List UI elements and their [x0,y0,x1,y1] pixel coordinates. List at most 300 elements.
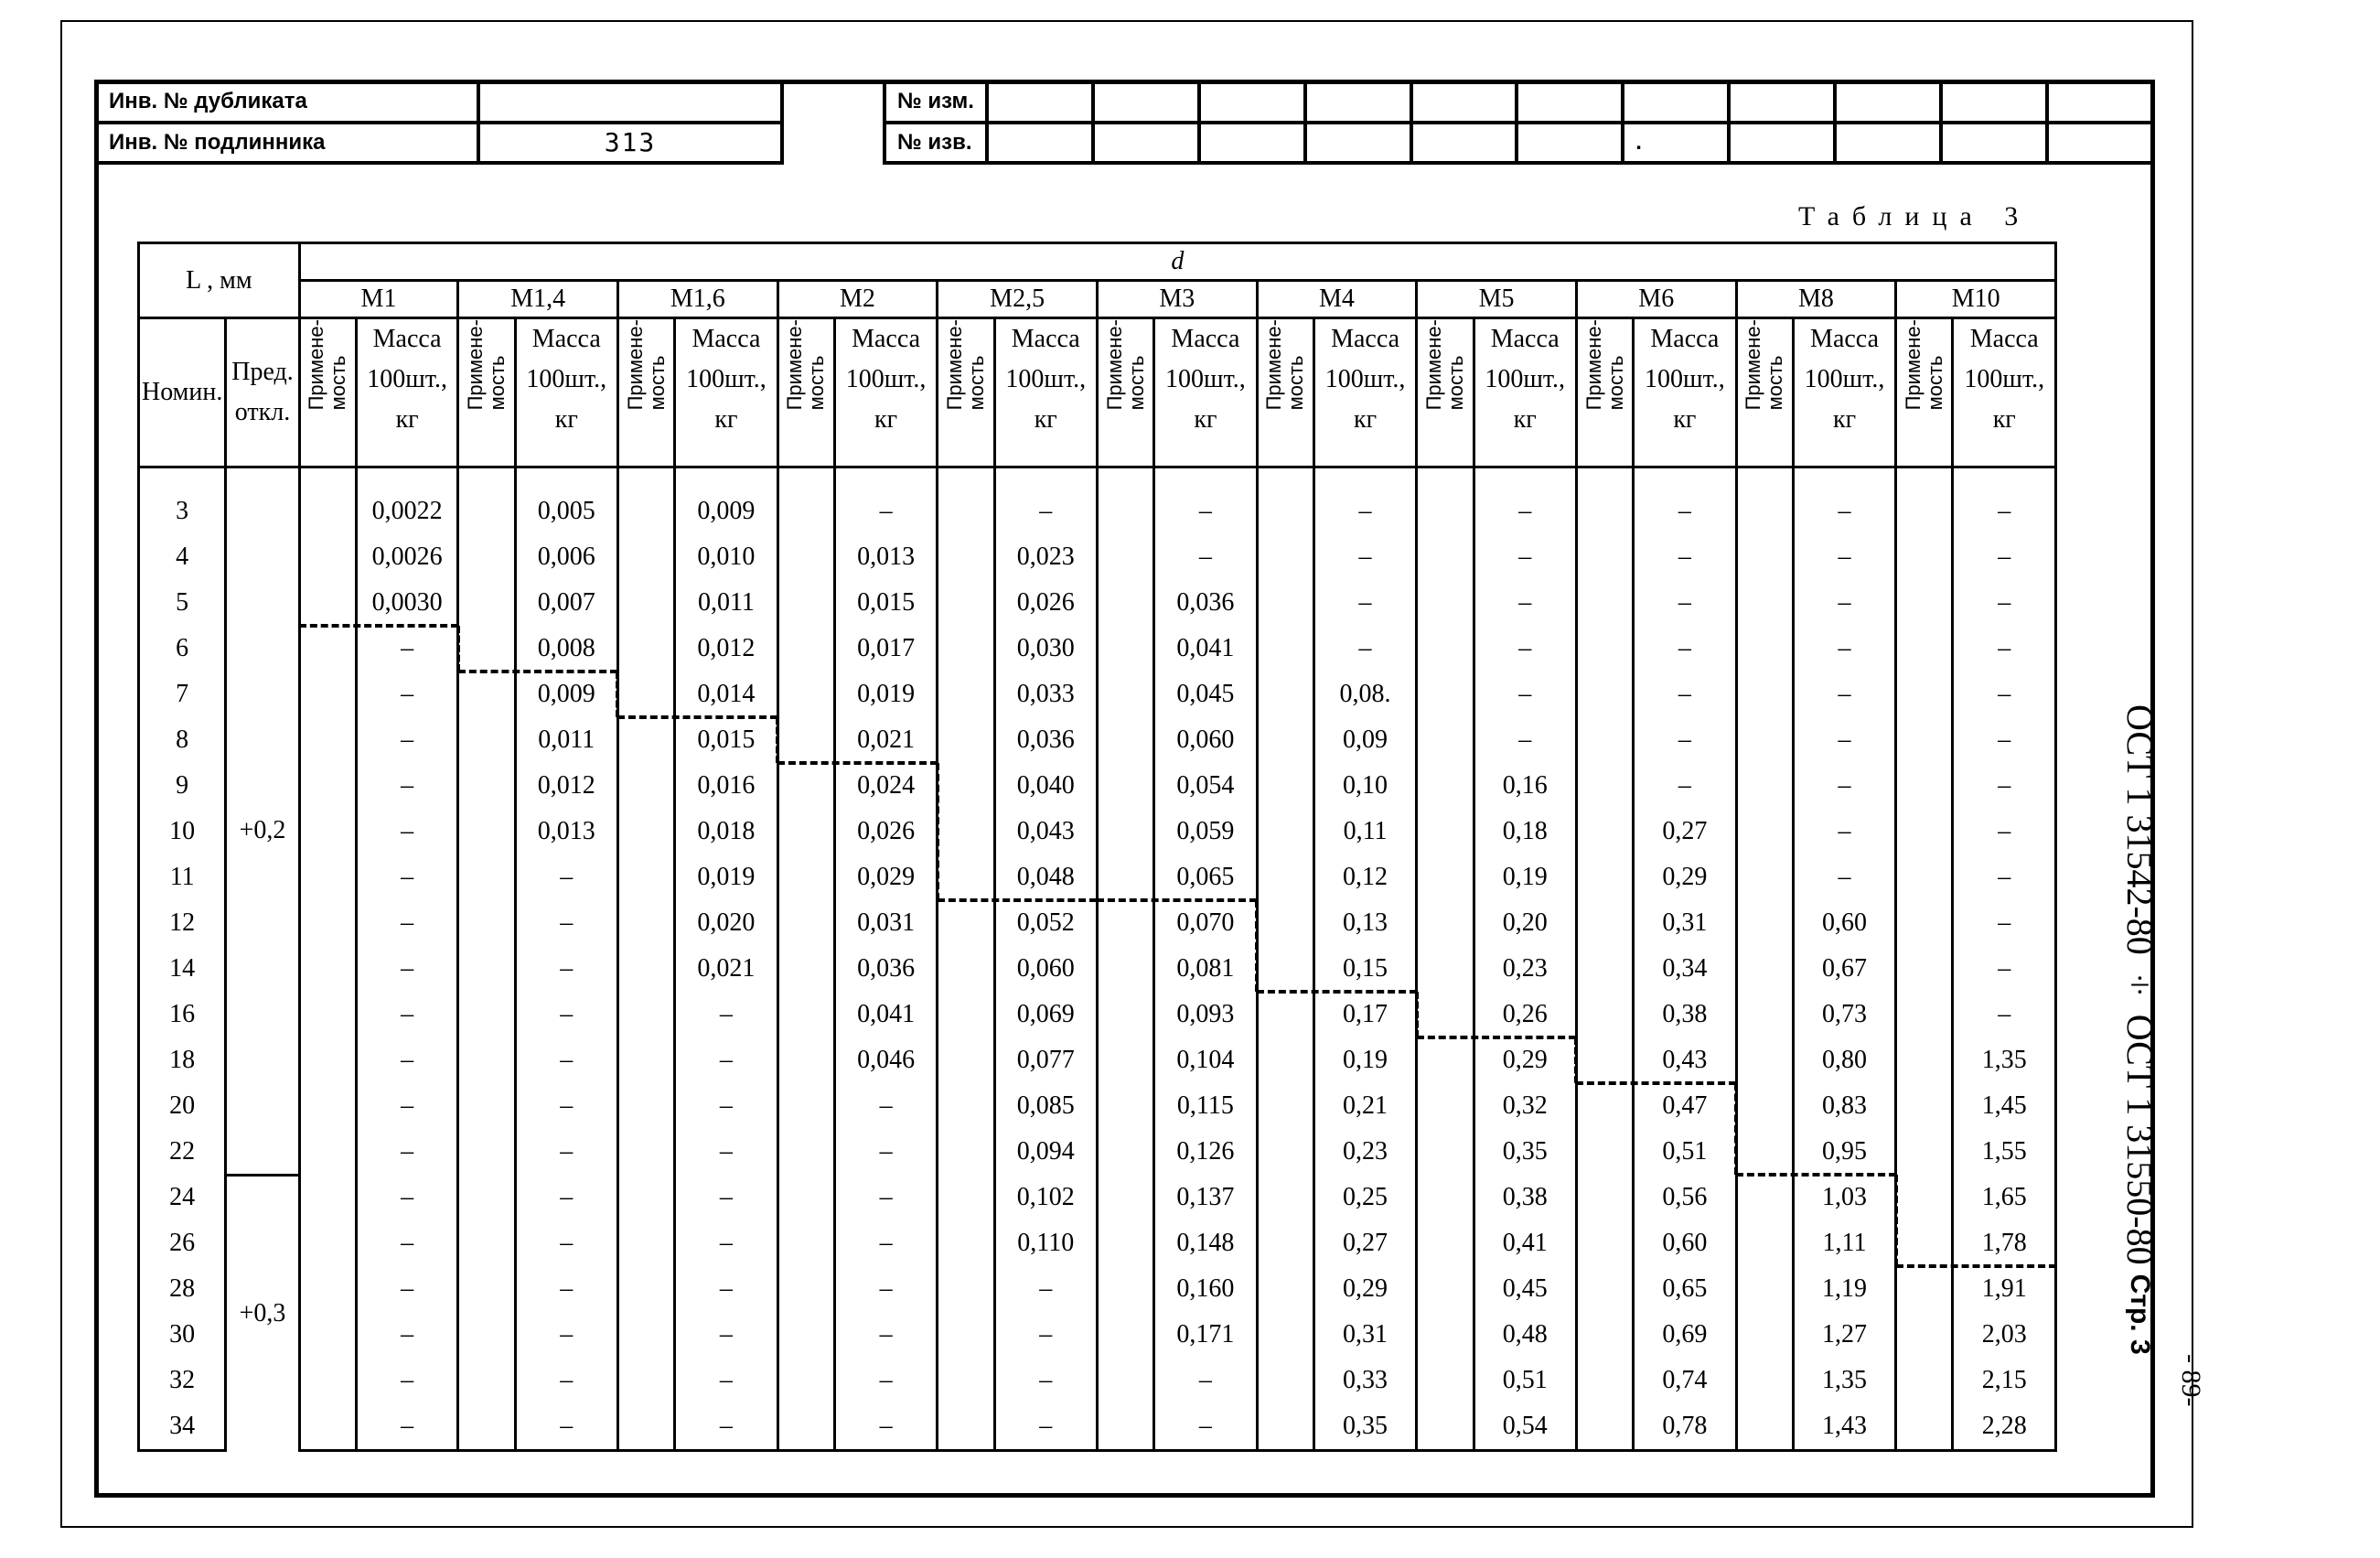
mass-value: – [675,1312,777,1358]
applicability-boundary [776,717,779,763]
table-row [139,992,2056,1037]
nominal-length: 26 [139,1220,226,1266]
applicability-cell [458,1037,515,1083]
mass-value: 1,35 [1793,1358,1895,1403]
applicability-header [1257,318,1313,467]
mass-value: 0,29 [1634,854,1736,900]
applicability-boundary [617,715,777,719]
applicability-label: Примене- мость [463,319,509,411]
mass-value: – [1793,672,1895,717]
mass-value: 0,69 [1634,1312,1736,1358]
mass-value: – [834,1358,937,1403]
mass-value: – [1634,672,1736,717]
revision-cell [1411,81,1517,123]
mass-value: 0,059 [1154,809,1257,854]
standard-designation [2118,704,2161,1355]
applicability-cell [458,1129,515,1175]
mass-value: – [515,854,617,900]
applicability-cell [458,809,515,854]
size-header: M2 [777,281,938,318]
mass-value: – [1634,626,1736,672]
mass-value: – [356,946,457,992]
applicability-cell [1896,992,1953,1037]
applicability-cell [1736,946,1793,992]
applicability-cell [617,763,674,809]
applicability-cell [299,946,356,992]
mass-value: – [1953,763,2056,809]
applicability-cell [617,1175,674,1220]
mass-value: 0,67 [1793,946,1895,992]
applicability-boundary [299,624,458,628]
applicability-cell [1417,1266,1474,1312]
applicability-cell [1736,467,1793,535]
mass-value: 0,33 [1313,1358,1416,1403]
applicability-cell [299,809,356,854]
size-header: M6 [1576,281,1736,318]
mass-value: 0,019 [834,672,937,717]
mass-value: 0,060 [1154,717,1257,763]
applicability-cell [1417,1175,1474,1220]
mass-value: 0,085 [994,1083,1097,1129]
mass-value: 0,0022 [356,467,457,535]
table-row [139,1220,2056,1266]
mass-value: 1,35 [1953,1037,2056,1083]
revision-cell [1941,81,2047,123]
table-row [139,1175,2056,1220]
mass-value: – [1313,534,1416,580]
revision-cell [1729,123,1835,164]
standard-number: ОСТ 1 31542-80 ÷ ОСТ 1 31550-80 [2119,704,2160,1265]
revision-cell [2047,81,2153,123]
mass-value: 0,0030 [356,580,457,626]
mass-value: 0,070 [1154,900,1257,946]
mass-value: 2,28 [1953,1403,2056,1451]
applicability-cell [1736,992,1793,1037]
mass-value: 0,51 [1634,1129,1736,1175]
applicability-cell [299,717,356,763]
mass-value: 1,91 [1953,1266,2056,1312]
mass-value: 0,104 [1154,1037,1257,1083]
mass-value: – [1793,854,1895,900]
mass-value: 1,55 [1953,1129,2056,1175]
applicability-label: Примене- мость [783,319,829,411]
size-header: M4 [1257,281,1417,318]
mass-value: 0,0026 [356,534,457,580]
nominal-length: 12 [139,900,226,946]
mass-value: – [515,992,617,1037]
mass-value: 0,74 [1634,1358,1736,1403]
applicability-cell [1576,1358,1633,1403]
mass-value: 0,18 [1474,809,1576,854]
applicability-boundary [1097,898,1257,902]
inv-original-label: Инв. № подлинника [96,123,478,164]
applicability-cell [777,1266,834,1312]
mass-value: – [356,1175,457,1220]
applicability-cell [1097,467,1153,535]
mass-value: – [834,1266,937,1312]
applicability-cell [777,1129,834,1175]
nominal-length: 16 [139,992,226,1037]
mass-header: Масса 100шт., кг [675,318,777,467]
mass-value: – [834,1220,937,1266]
mass-value: – [675,1403,777,1451]
applicability-cell [777,1403,834,1451]
mass-value: 0,56 [1634,1175,1736,1220]
mass-value: – [675,1220,777,1266]
mass-value: 0,160 [1154,1266,1257,1312]
applicability-cell [777,580,834,626]
mass-value: 0,78 [1634,1403,1736,1451]
nominal-length: 5 [139,580,226,626]
applicability-cell [938,900,994,946]
mass-value: 0,033 [994,672,1097,717]
mass-value: – [1953,672,2056,717]
mass-value: 0,036 [834,946,937,992]
applicability-cell [938,854,994,900]
mass-value: 0,019 [675,854,777,900]
mass-header: Масса 100шт., кг [1154,318,1257,467]
mass-value: – [356,809,457,854]
applicability-cell [1417,534,1474,580]
applicability-cell [617,809,674,854]
applicability-cell [1736,1266,1793,1312]
mass-header: Масса 100шт., кг [1474,318,1576,467]
mass-value: – [515,1220,617,1266]
applicability-cell [1257,763,1313,809]
mass-value: 0,95 [1793,1129,1895,1175]
applicability-cell [1097,626,1153,672]
applicability-cell [777,992,834,1037]
applicability-cell [1417,992,1474,1037]
applicability-label: Примене- мость [1742,319,1787,411]
page-number: - 89- [2176,1354,2206,1407]
mass-value: – [1154,534,1257,580]
applicability-cell [299,1403,356,1451]
mass-value: – [834,467,937,535]
applicability-cell [1097,1129,1153,1175]
mass-value: – [515,1175,617,1220]
mass-value: – [1154,1403,1257,1451]
applicability-cell [1736,580,1793,626]
mass-value: 0,38 [1474,1175,1576,1220]
nominal-length: 30 [139,1312,226,1358]
applicability-boundary [1736,1173,1896,1177]
table-row [139,1312,2056,1358]
applicability-cell [1736,1312,1793,1358]
mass-value: – [675,1266,777,1312]
revision-cell [1835,81,1941,123]
diameter-header: d [299,243,2055,281]
applicability-cell [617,854,674,900]
applicability-cell [777,854,834,900]
applicability-cell [299,1312,356,1358]
applicability-cell [1417,900,1474,946]
applicability-cell [1417,626,1474,672]
applicability-cell [1576,467,1633,535]
mass-value: 1,03 [1793,1175,1895,1220]
nominal-length: 6 [139,626,226,672]
nominal-length: 9 [139,763,226,809]
mass-value: – [1793,467,1895,535]
mass-value: 0,41 [1474,1220,1576,1266]
mass-value: – [515,1083,617,1129]
mass-value: – [1793,763,1895,809]
applicability-cell [458,1312,515,1358]
applicability-cell [1576,626,1633,672]
applicability-cell [617,1358,674,1403]
applicability-cell [617,1266,674,1312]
mass-value: – [1793,580,1895,626]
applicability-header [617,318,674,467]
applicability-boundary [777,761,938,765]
applicability-cell [1417,946,1474,992]
applicability-cell [299,467,356,535]
applicability-cell [1417,1403,1474,1451]
applicability-cell [1896,1129,1953,1175]
mass-value: – [515,1037,617,1083]
nominal-length: 34 [139,1403,226,1451]
table-row [139,1266,2056,1312]
applicability-cell [1736,763,1793,809]
mass-value: – [675,992,777,1037]
applicability-cell [1576,854,1633,900]
mass-value: 0,09 [1313,717,1416,763]
mass-value: – [1313,467,1416,535]
mass-value: – [515,1266,617,1312]
mass-value: 0,018 [675,809,777,854]
applicability-cell [938,809,994,854]
applicability-cell [1257,1083,1313,1129]
mass-value: 1,78 [1953,1220,2056,1266]
applicability-cell [617,1403,674,1451]
mass-value: – [834,1312,937,1358]
mass-value: 0,017 [834,626,937,672]
revision-cell [1623,81,1729,123]
mass-header: Масса 100шт., кг [515,318,617,467]
mass-value: – [515,1403,617,1451]
mass-header: Масса 100шт., кг [1313,318,1416,467]
applicability-cell [938,626,994,672]
mass-value: 0,12 [1313,854,1416,900]
mass-value: – [675,1175,777,1220]
mass-table [137,242,2057,1452]
applicability-cell [458,626,515,672]
applicability-cell [1736,534,1793,580]
applicability-cell [1736,672,1793,717]
mass-value: 0,32 [1474,1083,1576,1129]
applicability-cell [299,900,356,946]
mass-value: – [356,1220,457,1266]
mass-value: 0,102 [994,1175,1097,1220]
table-row [139,854,2056,900]
nominal-length: 4 [139,534,226,580]
applicability-cell [777,672,834,717]
nominal-length: 8 [139,717,226,763]
applicability-cell [777,809,834,854]
applicability-cell [938,946,994,992]
applicability-cell [299,672,356,717]
table-row [139,900,2056,946]
mass-value: – [1313,626,1416,672]
mass-value: 0,021 [675,946,777,992]
revision-row [884,81,2153,123]
nominal-header: Номин. [139,318,226,467]
mass-value: – [994,1358,1097,1403]
mass-value: 0,065 [1154,854,1257,900]
applicability-cell [458,1175,515,1220]
mass-value: 0,041 [1154,626,1257,672]
applicability-cell [1257,1037,1313,1083]
applicability-cell [777,717,834,763]
applicability-cell [1736,1129,1793,1175]
mass-value: – [356,1037,457,1083]
mass-value: 1,45 [1953,1083,2056,1129]
mass-value: – [834,1129,937,1175]
applicability-cell [1097,854,1153,900]
mass-value: 0,47 [1634,1083,1736,1129]
inventory-strip [94,80,784,165]
applicability-cell [458,946,515,992]
revision-cell [987,81,1093,123]
mass-value: 0,110 [994,1220,1097,1266]
applicability-cell [938,1175,994,1220]
mass-value: 0,029 [834,854,937,900]
mass-value: – [356,992,457,1037]
mass-value: 0,35 [1474,1129,1576,1175]
mass-value: – [1953,946,2056,992]
applicability-cell [617,1083,674,1129]
applicability-cell [1417,1358,1474,1403]
mass-value: – [356,763,457,809]
mass-value: 0,115 [1154,1083,1257,1129]
applicability-cell [938,580,994,626]
mass-value: 0,013 [515,809,617,854]
applicability-cell [458,900,515,946]
nominal-length: 22 [139,1129,226,1175]
applicability-cell [1576,809,1633,854]
mass-value: 0,17 [1313,992,1416,1037]
applicability-cell [1097,946,1153,992]
mass-value: – [1793,809,1895,854]
applicability-cell [458,992,515,1037]
applicability-label: Примене- мость [623,319,669,411]
mass-value: 0,043 [994,809,1097,854]
mass-value: 0,29 [1313,1266,1416,1312]
mass-value: – [1953,717,2056,763]
mass-value: 0,23 [1474,946,1576,992]
mass-value: 0,126 [1154,1129,1257,1175]
mass-value: 0,030 [994,626,1097,672]
mass-value: – [1154,1358,1257,1403]
applicability-boundary [1255,900,1259,992]
mass-value: – [1634,580,1736,626]
applicability-cell [1896,467,1953,535]
mass-value: 0,11 [1313,809,1416,854]
mass-value: – [356,1266,457,1312]
size-header: M8 [1736,281,1896,318]
mass-value: – [515,1358,617,1403]
mass-value: – [1953,534,2056,580]
applicability-cell [1896,1403,1953,1451]
applicability-cell [1097,900,1153,946]
applicability-cell [617,717,674,763]
mass-value: – [834,1175,937,1220]
applicability-cell [1257,1266,1313,1312]
mass-value: 1,19 [1793,1266,1895,1312]
applicability-label: Примене- мость [1421,319,1467,411]
applicability-cell [938,763,994,809]
mass-value: – [356,1358,457,1403]
mass-value: 0,009 [675,467,777,535]
mass-value: 0,35 [1313,1403,1416,1451]
applicability-cell [1896,1037,1953,1083]
revision-cell [1199,123,1305,164]
applicability-cell [1417,1037,1474,1083]
mass-value: 0,081 [1154,946,1257,992]
applicability-cell [1257,900,1313,946]
mass-value: 0,016 [675,763,777,809]
applicability-boundary [616,672,619,717]
applicability-cell [299,854,356,900]
applicability-cell [1257,992,1313,1037]
applicability-cell [458,580,515,626]
mass-value: 0,041 [834,992,937,1037]
deviation-cell: +0,2 [226,467,299,1176]
mass-value: – [356,854,457,900]
applicability-cell [458,1220,515,1266]
table-row [139,1037,2056,1083]
mass-value: 0,010 [675,534,777,580]
table-row [139,672,2056,717]
mass-value: 0,007 [515,580,617,626]
applicability-cell [938,1403,994,1451]
table-row [139,809,2056,854]
applicability-cell [458,1266,515,1312]
revision-cell [1305,81,1411,123]
mass-value: 0,10 [1313,763,1416,809]
mass-header: Масса 100шт., кг [834,318,937,467]
mass-value: – [356,1129,457,1175]
size-header: M2,5 [938,281,1098,318]
revision-cell [1411,123,1517,164]
applicability-cell [458,534,515,580]
mass-value: 0,60 [1634,1220,1736,1266]
applicability-cell [1257,1175,1313,1220]
applicability-cell [1896,809,1953,854]
applicability-cell [1896,580,1953,626]
applicability-cell [1896,672,1953,717]
applicability-cell [1736,1220,1793,1266]
mass-value: – [356,900,457,946]
nominal-length: 18 [139,1037,226,1083]
mass-value: – [515,900,617,946]
applicability-boundary [1257,990,1417,994]
mass-value: – [994,1403,1097,1451]
applicability-cell [299,580,356,626]
applicability-cell [1896,900,1953,946]
applicability-label: Примене- мость [1102,319,1148,411]
applicability-cell [458,763,515,809]
applicability-boundary [456,626,460,672]
page-label: Стр. 3 [2125,1273,2155,1355]
table-row [139,1358,2056,1403]
mass-value: – [356,672,457,717]
applicability-cell [1576,1129,1633,1175]
applicability-cell [938,1037,994,1083]
applicability-cell [938,1358,994,1403]
mass-value: 0,094 [994,1129,1097,1175]
applicability-cell [299,1083,356,1129]
